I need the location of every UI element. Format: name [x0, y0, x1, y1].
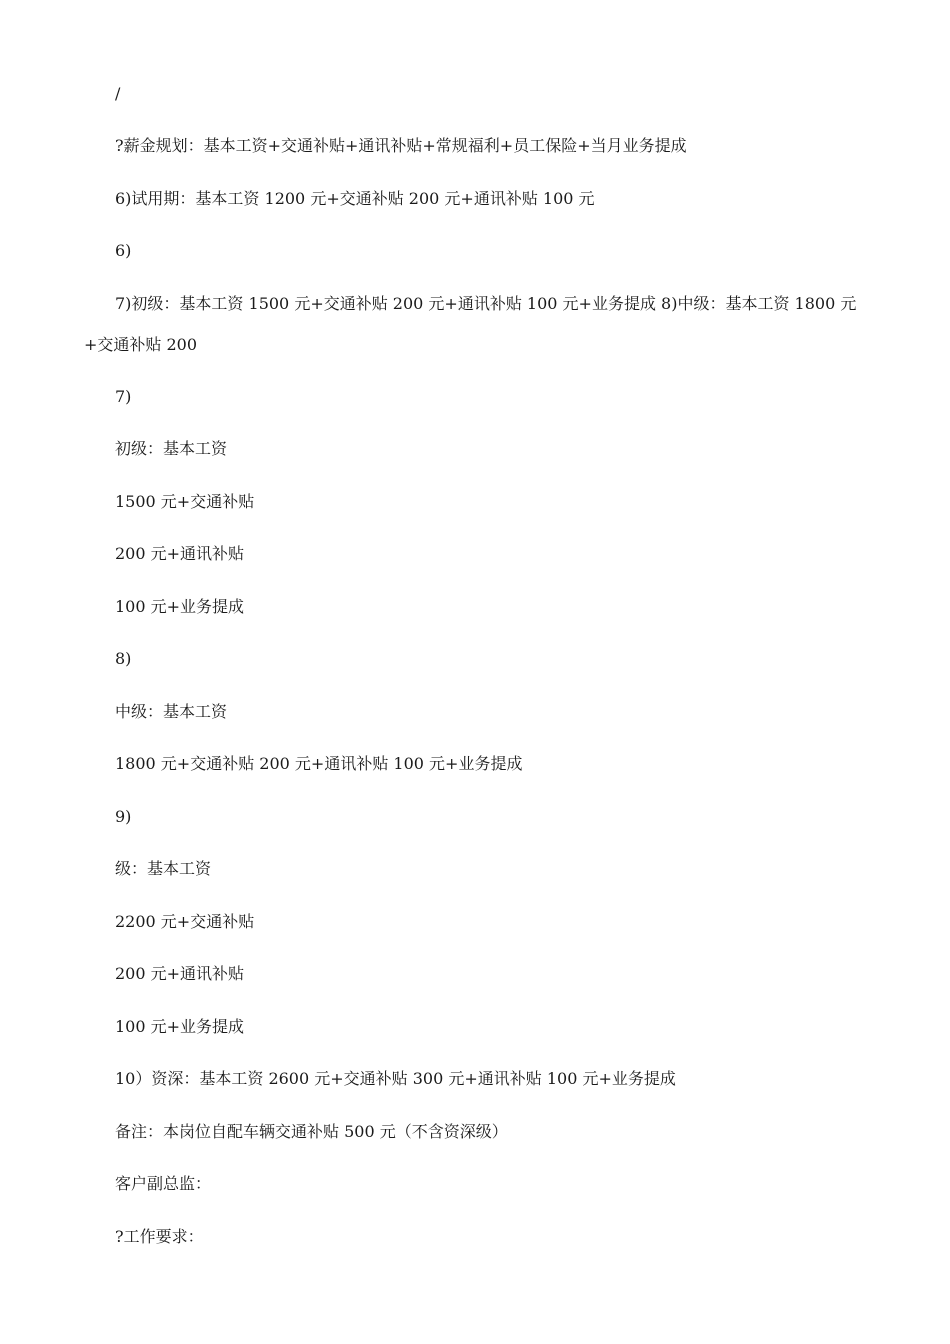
- junior-comm-line: 200 元+通讯补贴: [115, 544, 245, 563]
- level-base-line: 级：基本工资: [115, 859, 212, 878]
- item-number-8: 8): [115, 649, 132, 668]
- job-requirements-heading: ?工作要求：: [115, 1227, 204, 1246]
- senior-line: 10）资深：基本工资 2600 元+交通补贴 300 元+通讯补贴 100 元+业务提成: [115, 1069, 676, 1088]
- item-number-9: 9): [115, 807, 132, 826]
- slash-line: /: [115, 84, 121, 103]
- mid-base-line: 中级：基本工资: [115, 702, 228, 721]
- level-transport-line: 2200 元+交通补贴: [115, 912, 255, 931]
- salary-plan-line: ?薪金规划：基本工资+交通补贴+通讯补贴+常规福利+员工保险+当月业务提成: [115, 136, 687, 155]
- level-commission-line: 100 元+业务提成: [115, 1017, 245, 1036]
- mid-detail-line: 1800 元+交通补贴 200 元+通讯补贴 100 元+业务提成: [115, 754, 523, 773]
- junior-commission-line: 100 元+业务提成: [115, 597, 245, 616]
- deputy-director-heading: 客户副总监：: [115, 1174, 212, 1193]
- probation-line: 6)试用期：基本工资 1200 元+交通补贴 200 元+通讯补贴 100 元: [115, 189, 595, 208]
- item-number-6: 6): [115, 241, 132, 260]
- junior-base-line: 初级：基本工资: [115, 439, 228, 458]
- junior-transport-line: 1500 元+交通补贴: [115, 492, 255, 511]
- note-line: 备注：本岗位自配车辆交通补贴 500 元（不含资深级）: [115, 1122, 508, 1141]
- level-comm-line: 200 元+通讯补贴: [115, 964, 245, 983]
- item-number-7: 7): [115, 387, 132, 406]
- junior-mid-paragraph: 7)初级：基本工资 1500 元+交通补贴 200 元+通讯补贴 100 元+业务提成 8)中级：基本工资 1800 元+交通补贴 200: [84, 294, 857, 354]
